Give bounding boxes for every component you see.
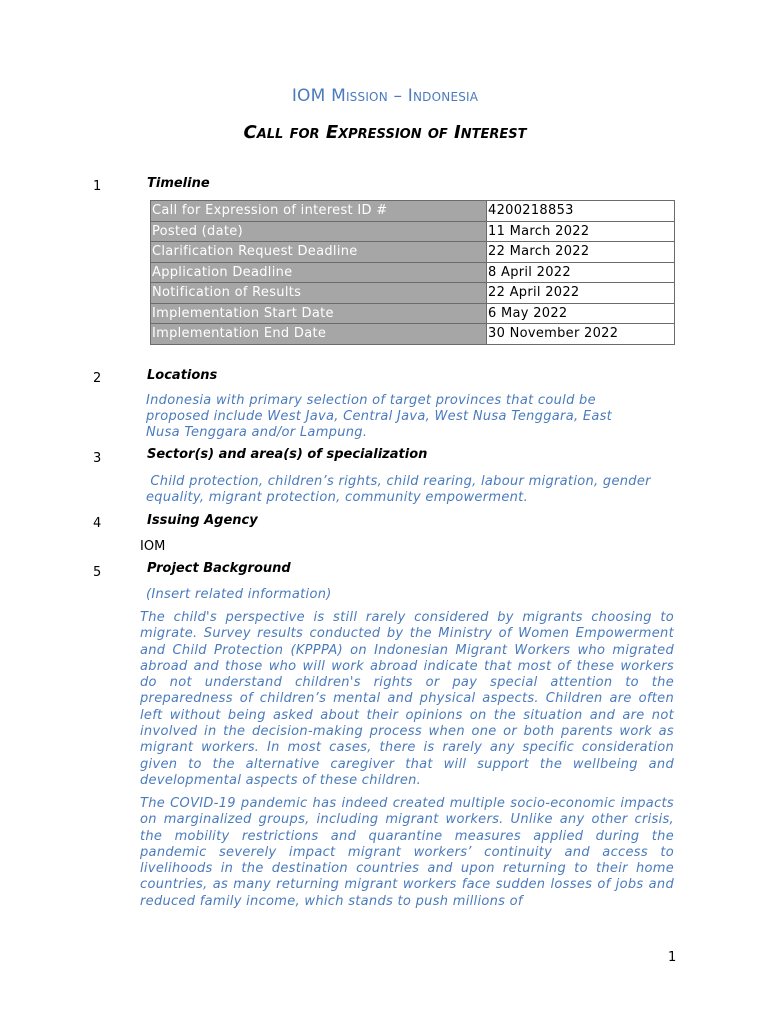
section-number: 1 [93, 179, 102, 194]
timeline-value: 11 March 2022 [487, 221, 675, 242]
table-row [151, 242, 675, 263]
timeline-value: 4200218853 [487, 201, 675, 222]
section-heading-sectors: Sector(s) and area(s) of specialization [147, 447, 428, 462]
sectors-line: Child protection, children’s rights, child rearing, labour migration, gender [146, 474, 651, 489]
project-background-paragraph-2: The COVID-19 pandemic has indeed created multiple socio-economic impacts on marginalized groups, including migrant workers. Unlike any other crisis, the mobility restrictions and quarantine measures applied during the pandemic severely impact migrant workers’ continuity and access to livelihoods in the destination countries and upon returning to their home countries, as many returning migrant workers face sudden losses of jobs and reduced family income, which stands to push millions of [140, 796, 674, 909]
table-row [151, 303, 675, 324]
timeline-value: 6 May 2022 [487, 303, 675, 324]
timeline-label: Clarification Request Deadline [151, 242, 487, 263]
section-heading-timeline: Timeline [147, 176, 210, 191]
timeline-label: Application Deadline [151, 262, 487, 283]
project-background-note: (Insert related information) [146, 587, 332, 602]
section-heading-locations: Locations [147, 368, 218, 383]
issuing-agency-value: IOM [140, 539, 166, 554]
timeline-label: Implementation End Date [151, 324, 487, 345]
locations-line: proposed include West Java, Central Java, West Nusa Tenggara, East [146, 409, 613, 424]
locations-line: Nusa Tenggara and/or Lampung. [146, 425, 368, 440]
timeline-value: 22 April 2022 [487, 283, 675, 304]
timeline-label: Posted (date) [151, 221, 487, 242]
table-row [151, 201, 675, 222]
section-heading-project-background: Project Background [147, 561, 291, 576]
timeline-value: 30 November 2022 [487, 324, 675, 345]
sectors-line: equality, migrant protection, community empowerment. [146, 490, 529, 505]
section-number: 4 [93, 516, 102, 531]
section-number: 5 [93, 565, 102, 580]
project-background-paragraph-1: The child's perspective is still rarely considered by migrants choosing to migrate. Survey results conducted by the Ministry of Women Empowerment and Child Protection (KPPPA) on Indonesian Migrant Workers who migrated abroad and those who will work abroad indicate that most of these workers do not understand children's rights or pay special attention to the preparedness of children’s mental and physical aspects. Children are often left without being asked about their opinions on the situation and are not involved in the decision-making process when one or both parents work as migrant workers. In most cases, there is rarely any specific consideration given to the alternative caregiver that will support the wellbeing and developmental aspects of these children. [140, 610, 674, 788]
table-row [151, 221, 675, 242]
document-title: IOM Mission – Indonesia [291, 86, 479, 106]
section-heading-issuing-agency: Issuing Agency [147, 513, 258, 528]
timeline-value: 22 March 2022 [487, 242, 675, 263]
timeline-label: Call for Expression of interest ID # [151, 201, 487, 222]
table-row [151, 283, 675, 304]
section-number: 3 [93, 451, 102, 466]
table-row [151, 262, 675, 283]
timeline-label: Notification of Results [151, 283, 487, 304]
document-subtitle: Call for Expression of Interest [243, 122, 527, 143]
timeline-table [150, 200, 675, 345]
timeline-label: Implementation Start Date [151, 303, 487, 324]
table-row [151, 324, 675, 345]
section-number: 2 [93, 371, 102, 386]
locations-line: Indonesia with primary selection of target provinces that could be [146, 393, 596, 408]
timeline-value: 8 April 2022 [487, 262, 675, 283]
page-number: 1 [668, 950, 677, 965]
